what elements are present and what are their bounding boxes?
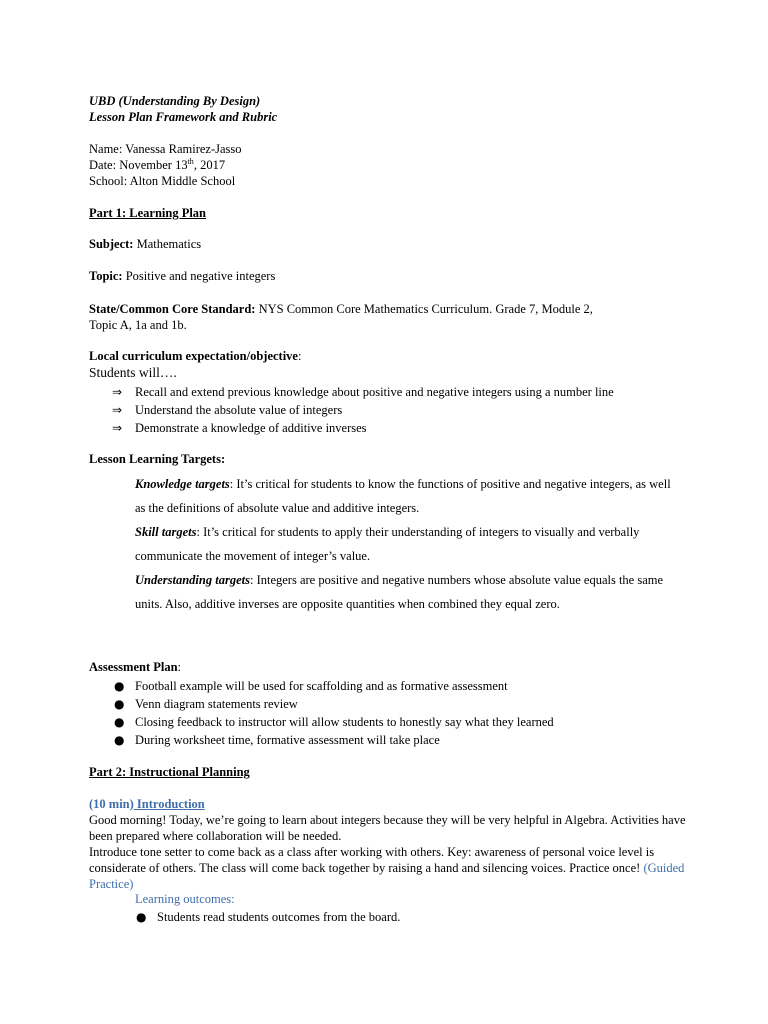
bullet-icon: ● <box>114 679 125 693</box>
doc-title: UBD (Understanding By Design) <box>89 94 261 108</box>
outcome-text: Students read students outcomes from the board. <box>157 910 401 924</box>
intro-paragraph-2 <box>89 844 689 892</box>
standard-label: State/Common Core Standard: <box>89 302 256 316</box>
intro-heading <box>89 796 205 812</box>
doc-subtitle: Lesson Plan Framework and Rubric <box>89 110 278 124</box>
objective-colon: : <box>297 349 302 363</box>
outcomes-label: Learning outcomes: <box>135 892 235 906</box>
name-line: Name: Vanessa Ramirez-Jasso <box>89 142 242 156</box>
intro-title: Introduction <box>133 797 205 811</box>
subject-label: Subject: <box>89 237 134 251</box>
objective-text: Demonstrate a knowledge of additive inverses <box>135 421 367 435</box>
part1-heading: Part 1: Learning Plan <box>89 206 207 220</box>
date-superscript: th <box>187 156 194 166</box>
school-line: School: Alton Middle School <box>89 174 236 188</box>
subject-line <box>89 236 201 252</box>
intro-paragraph-1: Good morning! Today, we’re going to learn about integers because they will be very helpful in Algebra. Activities have been prepared where collaboration will be needed. <box>89 813 686 843</box>
knowledge-target <box>135 472 680 520</box>
guided-practice: (Guided Practice) <box>89 861 685 891</box>
bullet-icon: ● <box>136 910 147 924</box>
topic-value: Positive and negative integers <box>122 269 276 283</box>
bullet-icon: ● <box>114 733 125 747</box>
part2-heading: Part 2: Instructional Planning <box>89 765 250 779</box>
understanding-text: : Integers are positive and negative numbers whose absolute value equals the same units. Also, additive inverses are opposite quantities when combined they equal zero. <box>135 573 664 611</box>
assessment-heading <box>89 659 181 675</box>
objective-heading <box>89 348 301 364</box>
assessment-text: Closing feedback to instructor will allow students to honestly say what they learned <box>135 715 554 729</box>
targets-heading: Lesson Learning Targets: <box>89 452 226 466</box>
objective-label: Local curriculum expectation/objective <box>89 349 298 363</box>
knowledge-text: : It’s critical for students to know the functions of positive and negative integers, as well as the definitions of absolute value and additive integers. <box>135 477 671 515</box>
intro-time: (10 min) <box>89 797 134 811</box>
understanding-label: Understanding targets <box>135 573 250 587</box>
students-will: Students will…. <box>89 365 177 380</box>
knowledge-label: Knowledge targets <box>135 477 230 491</box>
intro-paragraph-2-text: Introduce tone setter to come back as a class after working with others. Key: awareness of personal voice level is considerate of others. The class will come back together by raising a hand and silencing voices. Practice once! <box>89 845 655 875</box>
objective-text: Recall and extend previous knowledge about positive and negative integers using a number line <box>135 385 614 399</box>
assessment-text: Venn diagram statements review <box>135 697 298 711</box>
bullet-icon: ● <box>114 715 125 729</box>
assessment-label: Assessment Plan <box>89 660 178 674</box>
assessment-text: During worksheet time, formative assessment will take place <box>135 733 440 747</box>
understanding-target <box>135 568 680 616</box>
date-line <box>89 157 225 173</box>
skill-text: : It’s critical for students to apply their understanding of integers to visually and verbally communicate the movement of integer’s value. <box>135 525 640 563</box>
topic-line <box>89 268 275 284</box>
double-right-arrow-icon: ⇒ <box>112 403 123 417</box>
skill-target <box>135 520 680 568</box>
assessment-text: Football example will be used for scaffolding and as formative assessment <box>135 679 508 693</box>
double-right-arrow-icon: ⇒ <box>112 385 123 399</box>
double-right-arrow-icon: ⇒ <box>112 421 123 435</box>
standard-text-2: Topic A, 1a and 1b. <box>89 318 187 332</box>
subject-value: Mathematics <box>133 237 202 251</box>
topic-label: Topic: <box>89 269 123 283</box>
skill-label: Skill targets <box>135 525 197 539</box>
standard-line <box>89 301 593 317</box>
standard-text-1: NYS Common Core Mathematics Curriculum. Grade 7, Module 2, <box>255 302 593 316</box>
date-suffix: , 2017 <box>193 158 226 172</box>
objective-text: Understand the absolute value of integers <box>135 403 343 417</box>
bullet-icon: ● <box>114 697 125 711</box>
assessment-colon: : <box>177 660 182 674</box>
date-prefix: Date: November 13 <box>89 158 188 172</box>
